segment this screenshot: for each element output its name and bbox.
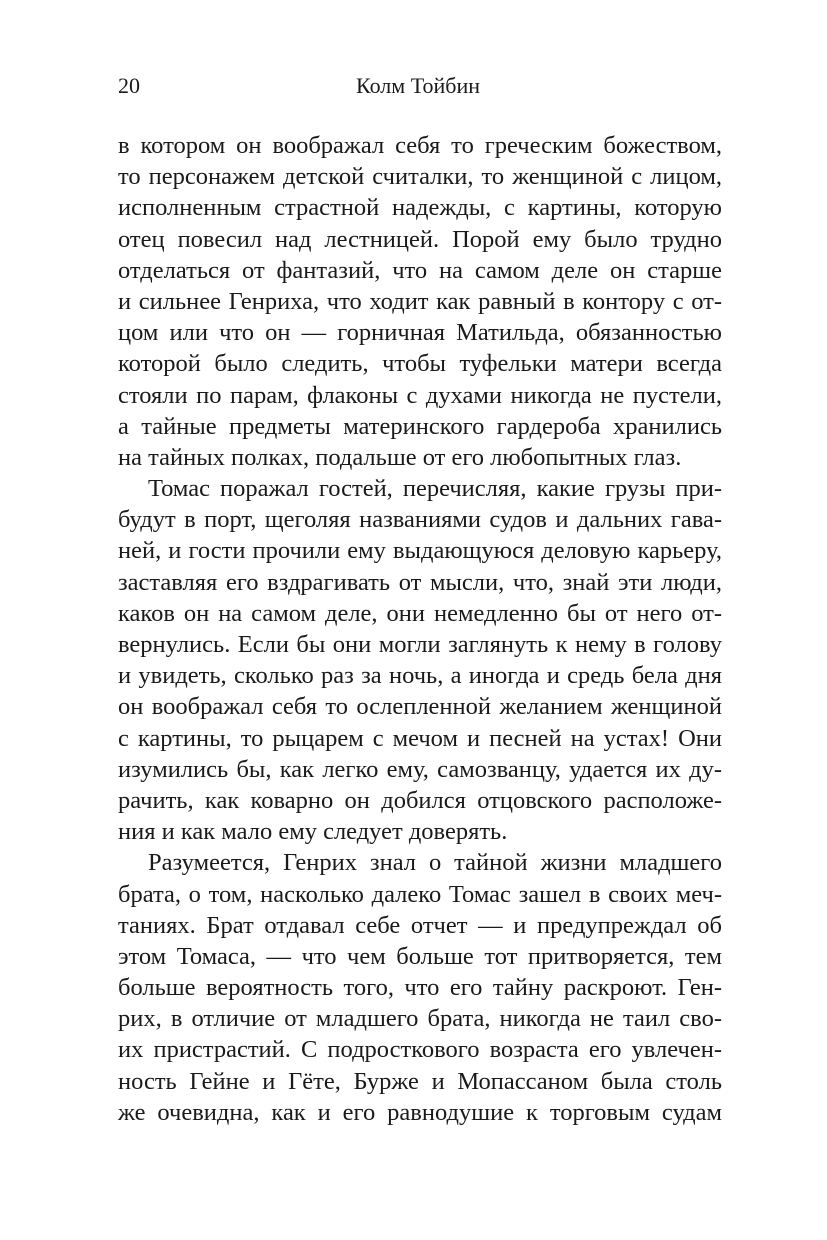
text-line: он воображал себя то ослепленной желанием женщиной: [118, 693, 722, 721]
text-line: в котором он воображал себя то греческим божеством,: [118, 132, 722, 159]
paragraph-1: [118, 130, 722, 473]
text-line: на тайных полках, подальше от его любопытных глаз.: [118, 443, 682, 471]
text-line: каков он на самом деле, они немедленно бы от него от-: [118, 599, 722, 627]
text-line: заставляя его вздрагивать от мысли, что, знай эти люди,: [118, 568, 722, 596]
text-line: стояли по парам, флаконы с духами никогда не пустели,: [118, 381, 722, 409]
text-line: рих, в отличие от младшего брата, никогда не таил сво-: [118, 1005, 722, 1033]
page-number: 20: [118, 73, 140, 98]
text-line: их пристрастий. С подросткового возраста его увлечен-: [118, 1036, 722, 1064]
text-line: таниях. Брат отдавал себе отчет — и предупреждал об: [118, 911, 722, 939]
text-line: то персонажем детской считалки, то женщиной с лицом,: [118, 163, 722, 191]
text-line: и сильнее Генриха, что ходит как равный в контору с от-: [118, 287, 722, 315]
text-line: ней, и гости прочили ему выдающуюся деловую карьеру,: [118, 537, 722, 565]
text-line: рачить, как коварно он добился отцовского расположе-: [118, 786, 722, 814]
text-line: исполненным страстной надежды, с картины, которую: [118, 194, 722, 222]
text-line: Разумеется, Генрих знал о тайной жизни младшего: [148, 849, 722, 877]
text-line: брата, о том, насколько далеко Томас зашел в своих меч-: [118, 880, 722, 908]
text-line: а тайные предметы материнского гардероба хранились: [118, 412, 722, 440]
text-line: которой было следить, чтобы туфельки матери всегда: [118, 350, 722, 378]
text-line: отец повесил над лестницей. Порой ему было трудно: [118, 225, 722, 253]
body-text: [118, 130, 722, 1128]
paragraph-3: [118, 847, 722, 1128]
text-line: ния и как мало ему следует доверять.: [118, 818, 508, 846]
text-line: больше вероятность того, что его тайну раскроют. Ген-: [118, 974, 722, 1002]
text-line: ность Гейне и Гёте, Бурже и Мопассаном была столь: [118, 1067, 722, 1095]
text-line: отделаться от фантазий, что на самом деле он старше: [118, 256, 722, 284]
text-line: с картины, то рыцарем с мечом и песней на устах! Они: [118, 724, 722, 752]
paragraph-2: [118, 473, 722, 847]
text-line: же очевидна, как и его равнодушие к торговым судам: [118, 1098, 722, 1126]
text-line: будут в порт, щеголяя названиями судов и дальних гава-: [118, 506, 722, 534]
running-head-author: Колм Тойбин: [356, 73, 480, 98]
text-line: Томас поражал гостей, перечисляя, какие грузы при-: [148, 475, 722, 503]
text-line: изумились бы, как легко ему, самозванцу, удается их ду-: [118, 755, 722, 783]
text-line: и увидеть, сколько раз за ночь, а иногда и средь бела дня: [118, 662, 722, 690]
text-line: этом Томаса, — что чем больше тот притворяется, тем: [118, 942, 722, 970]
text-line: цом или что он — горничная Матильда, обязанностью: [118, 319, 722, 347]
text-line: вернулись. Если бы они могли заглянуть к нему в голову: [118, 631, 722, 658]
